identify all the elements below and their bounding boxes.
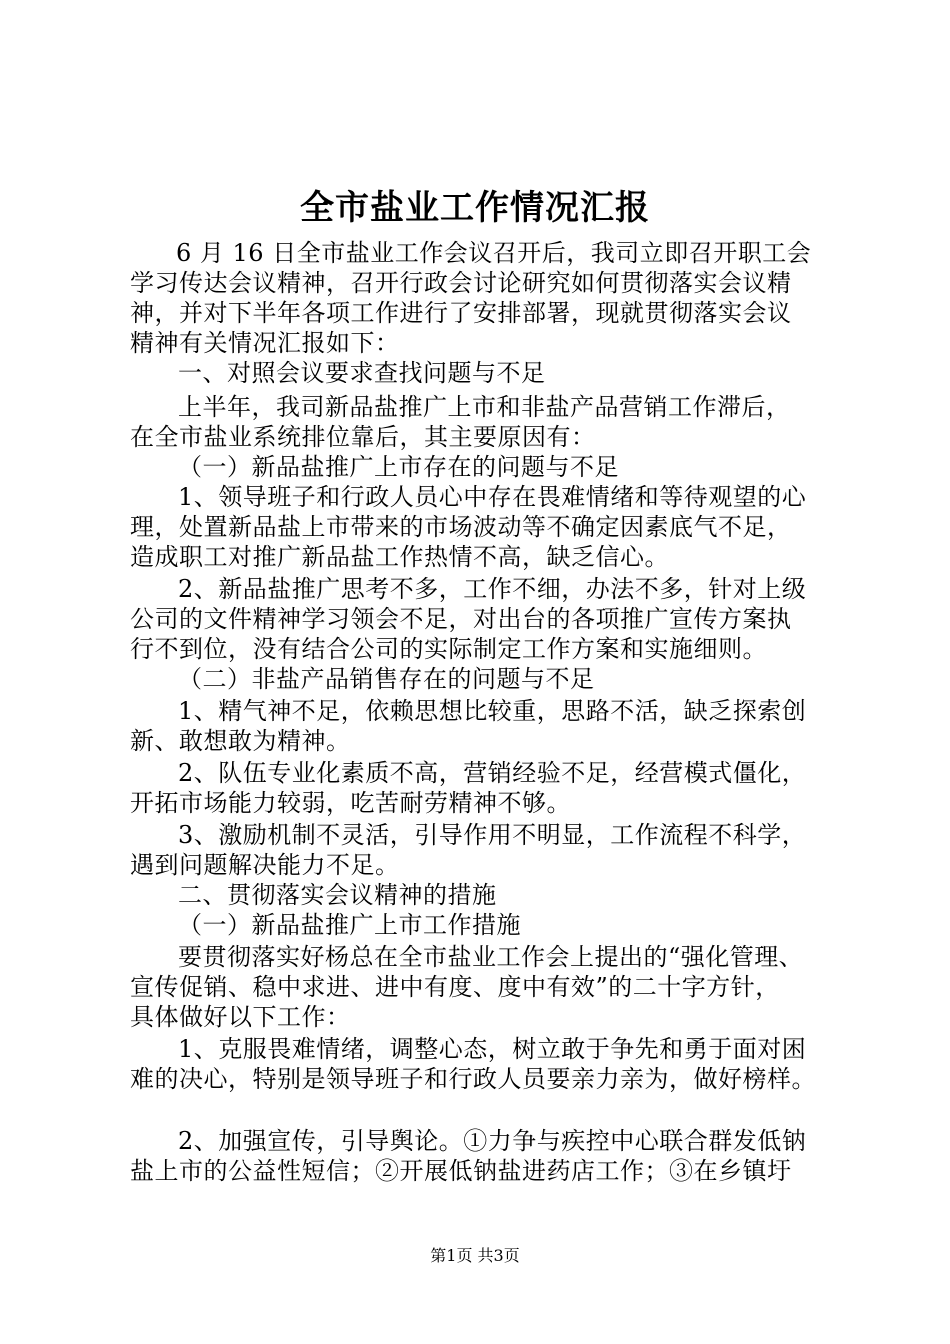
subsection-heading: （二）非盐产品销售存在的问题与不足 bbox=[178, 665, 595, 693]
paragraph-line: 精神有关情况汇报如下： bbox=[130, 329, 400, 357]
paragraph-line: 遇到问题解决能力不足。 bbox=[130, 851, 400, 879]
paragraph-line: 神，并对下半年各项工作进行了安排部署，现就贯彻落实会议 bbox=[130, 299, 792, 327]
paragraph-line: 要贯彻落实好杨总在全市盐业工作会上提出的“强化管理、 bbox=[178, 943, 804, 971]
paragraph-line: 6 月 16 日全市盐业工作会议召开后，我司立即召开职工会 bbox=[176, 239, 812, 267]
paragraph-line: 3、激励机制不灵活，引导作用不明显，工作流程不科学， bbox=[178, 821, 807, 849]
paragraph-line: 1、领导班子和行政人员心中存在畏难情绪和等待观望的心 bbox=[178, 483, 807, 511]
paragraph-line: 造成职工对推广新品盐工作热情不高，缺乏信心。 bbox=[130, 543, 669, 571]
paragraph-line: 在全市盐业系统排位靠后，其主要原因有： bbox=[130, 423, 596, 451]
section-heading: 一、对照会议要求查找问题与不足 bbox=[178, 359, 546, 387]
paragraph-line: 宣传促销、稳中求进、进中有度、度中有效”的二十字方针， bbox=[130, 973, 780, 1001]
paragraph-line: 行不到位，没有结合公司的实际制定工作方案和实施细则。 bbox=[130, 635, 767, 663]
paragraph-line: 2、队伍专业化素质不高，营销经验不足，经营模式僵化， bbox=[178, 759, 807, 787]
section-heading: 二、贯彻落实会议精神的措施 bbox=[178, 881, 497, 909]
subsection-heading: （一）新品盐推广上市工作措施 bbox=[178, 911, 521, 939]
paragraph-line: 盐上市的公益性短信；②开展低钠盐进药店工作；③在乡镇圩 bbox=[130, 1157, 792, 1185]
paragraph-line: 难的决心，特别是领导班子和行政人员要亲力亲为，做好榜样。 bbox=[130, 1065, 816, 1093]
page-number-footer: 第1页 共3页 bbox=[430, 1246, 520, 1265]
paragraph-line: 上半年，我司新品盐推广上市和非盐产品营销工作滞后， bbox=[178, 393, 791, 421]
paragraph-line: 公司的文件精神学习领会不足，对出台的各项推广宣传方案执 bbox=[130, 605, 792, 633]
document-title: 全市盐业工作情况汇报 bbox=[300, 188, 650, 228]
paragraph-line: 理，处置新品盐上市带来的市场波动等不确定因素底气不足， bbox=[130, 513, 792, 541]
paragraph-line: 学习传达会议精神，召开行政会讨论研究如何贯彻落实会议精 bbox=[130, 269, 792, 297]
paragraph-line: 新、敢想敢为精神。 bbox=[130, 727, 351, 755]
paragraph-line: 开拓市场能力较弱，吃苦耐劳精神不够。 bbox=[130, 789, 571, 817]
paragraph-line: 具体做好以下工作： bbox=[130, 1003, 351, 1031]
paragraph-line: 2、新品盐推广思考不多，工作不细，办法不多，针对上级 bbox=[178, 575, 807, 603]
paragraph-line: 2、加强宣传，引导舆论。①力争与疾控中心联合群发低钠 bbox=[178, 1127, 807, 1155]
paragraph-line: 1、克服畏难情绪，调整心态，树立敢于争先和勇于面对困 bbox=[178, 1035, 807, 1063]
subsection-heading: （一）新品盐推广上市存在的问题与不足 bbox=[178, 453, 619, 481]
paragraph-line: 1、精气神不足，依赖思想比较重，思路不活，缺乏探索创 bbox=[178, 697, 807, 725]
